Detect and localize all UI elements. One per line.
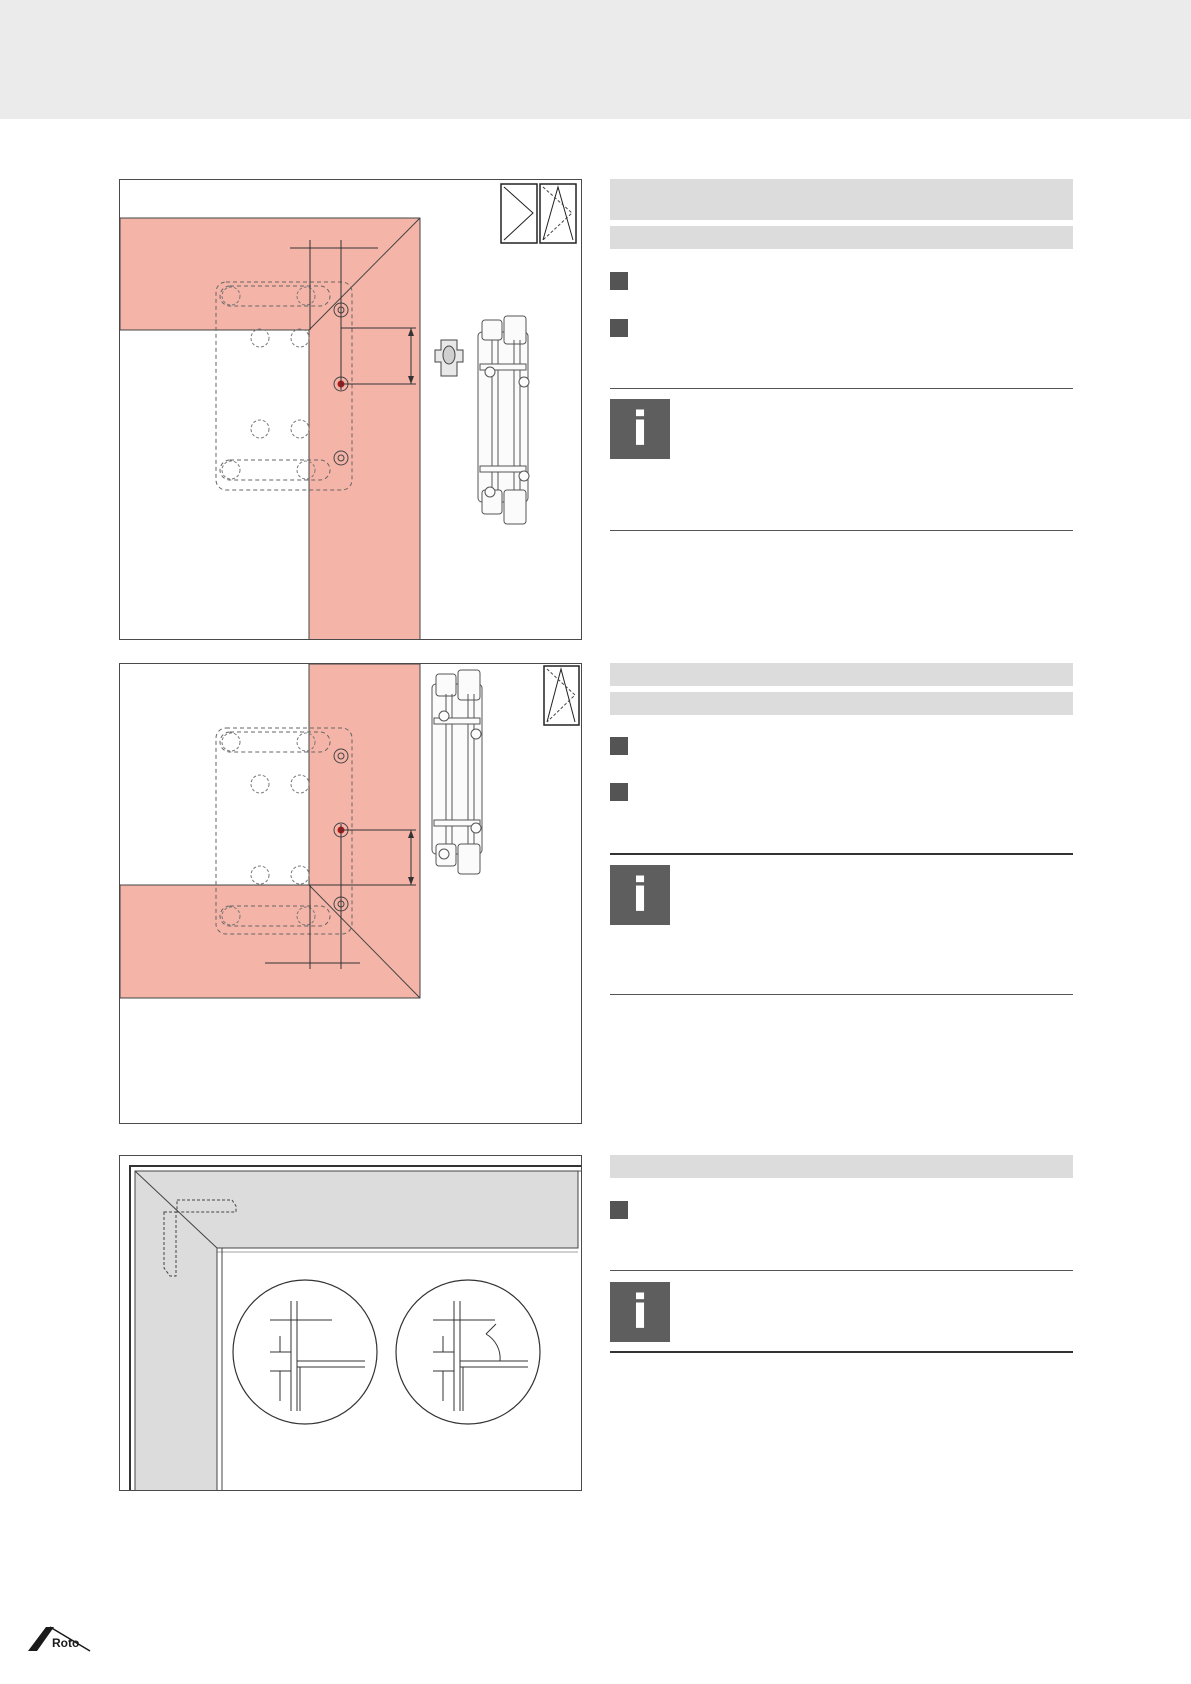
step-marker-2 <box>610 319 628 337</box>
section-subtitle-bar-1 <box>610 226 1073 249</box>
section-title-bar-3 <box>610 1155 1073 1178</box>
step-marker-4 <box>610 783 628 801</box>
info-letter: i <box>632 868 648 922</box>
header-band <box>0 0 1191 119</box>
step-marker-5 <box>610 1201 628 1219</box>
info-divider-bottom-1 <box>610 530 1073 531</box>
info-icon-1 <box>610 399 670 459</box>
info-divider-top-2 <box>610 853 1073 855</box>
figure-panel-2 <box>119 663 582 1124</box>
info-divider-bottom-3 <box>610 1351 1073 1353</box>
info-divider-top-3 <box>610 1270 1073 1271</box>
step-marker-3 <box>610 737 628 755</box>
section-title-bar-1 <box>610 179 1073 220</box>
info-icon-2 <box>610 865 670 925</box>
figure-panel-1 <box>119 179 582 640</box>
figure-panel-3 <box>119 1155 582 1491</box>
hinge-mounting-drawing-middle <box>120 664 582 1124</box>
info-divider-bottom-2 <box>610 994 1073 995</box>
step-marker-1 <box>610 272 628 290</box>
section-subtitle-bar-2 <box>610 692 1073 715</box>
info-divider-top-1 <box>610 388 1073 389</box>
section-title-bar-2 <box>610 663 1073 686</box>
info-icon-3 <box>610 1282 670 1342</box>
hinge-mounting-drawing-top <box>120 180 582 640</box>
frame-corner-drawing <box>120 1156 582 1491</box>
brand-logo-text: Roto <box>52 1636 80 1650</box>
info-letter: i <box>632 1285 648 1339</box>
info-letter: i <box>632 402 648 456</box>
